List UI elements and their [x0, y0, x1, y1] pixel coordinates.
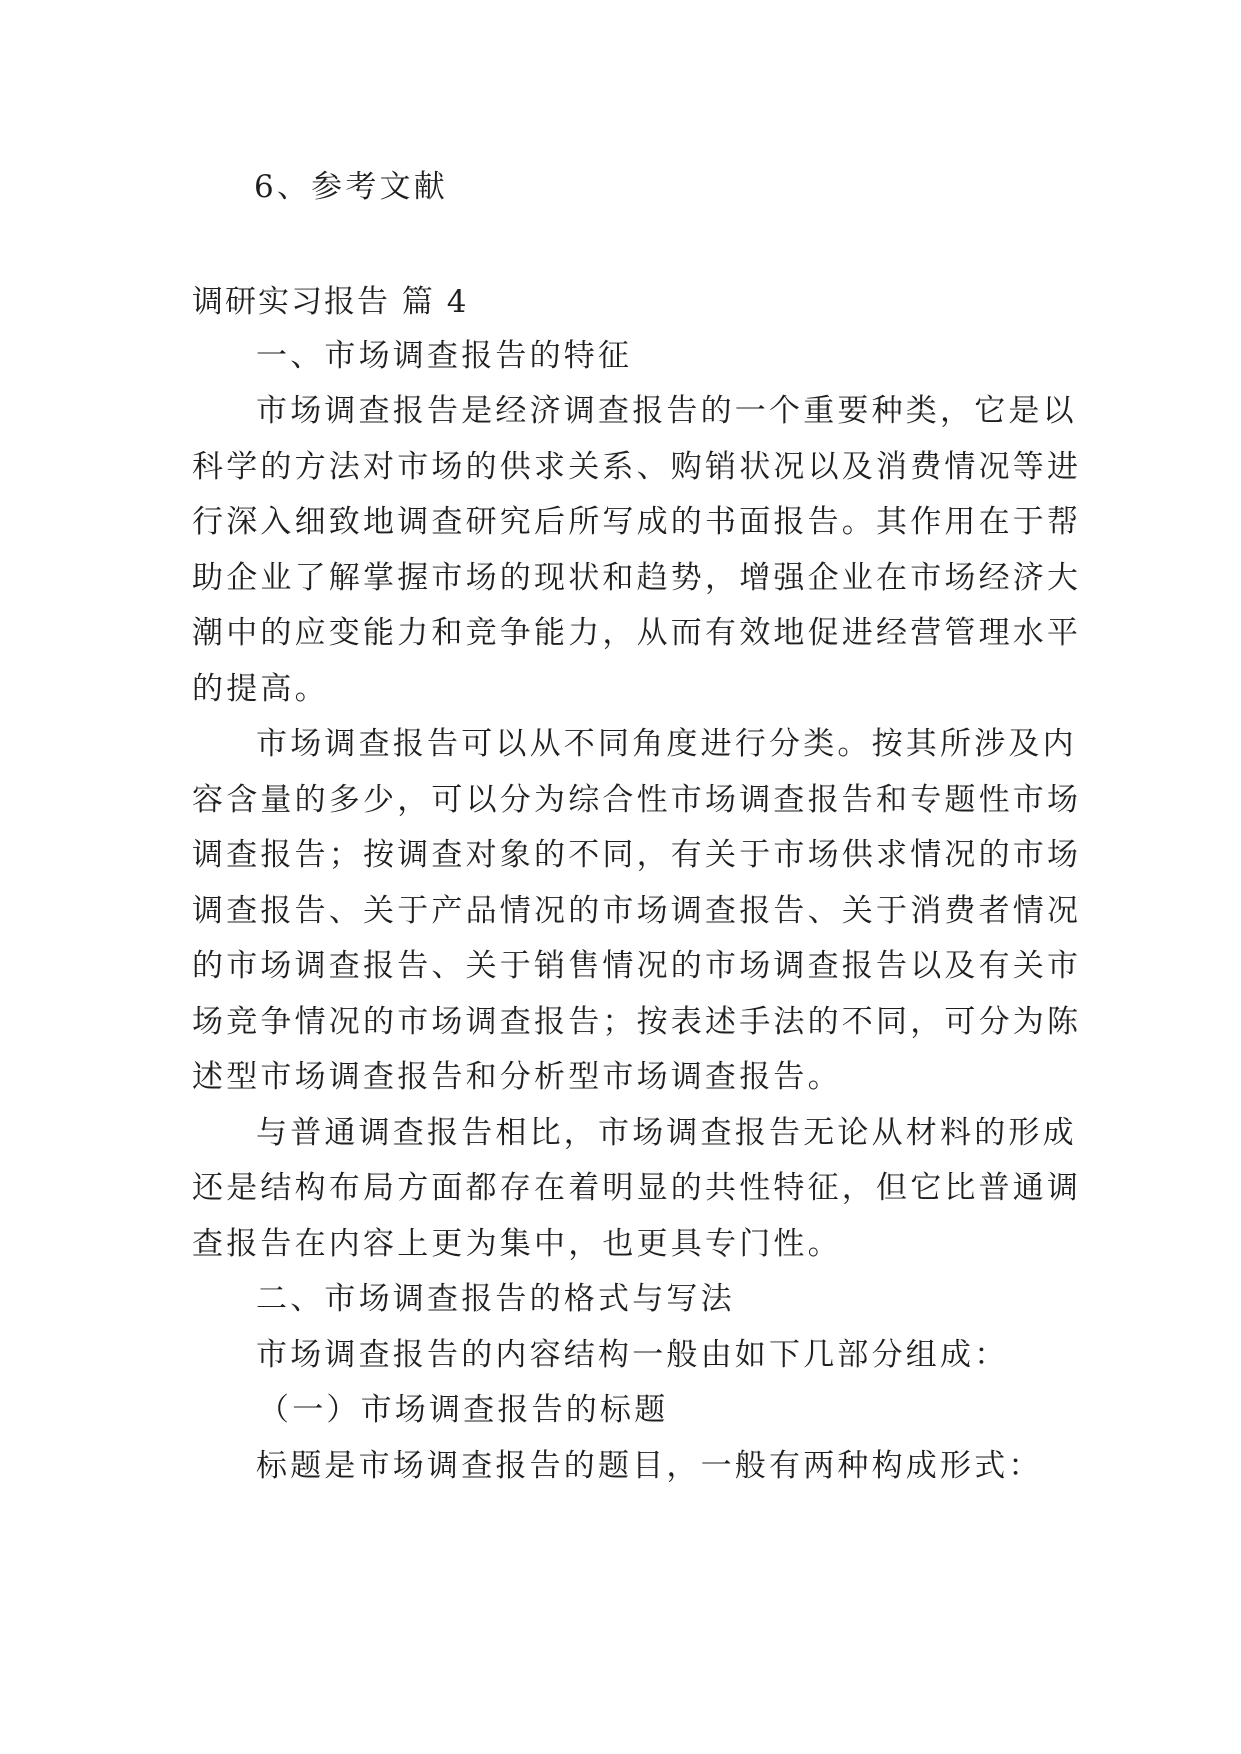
paragraph-line: 还是结构布局方面都存在着明显的共性特征，但它比普通调 [192, 1170, 1082, 1206]
paragraph-line: 标题是市场调查报告的题目，一般有两种构成形式： [256, 1448, 1043, 1484]
paragraph-line: 查报告在内容上更为集中，也更具专门性。 [192, 1226, 842, 1262]
section-heading: 二、市场调查报告的格式与写法 [256, 1281, 735, 1317]
reference-list-item: 6、参考文献 [254, 169, 448, 205]
paragraph-line: 述型市场调查报告和分析型市场调查报告。 [192, 1059, 842, 1095]
section-heading: 一、市场调查报告的特征 [256, 338, 633, 374]
paragraph-line: 潮中的应变能力和竞争能力，从而有效地促进经营管理水平 [192, 615, 1082, 651]
paragraph-line: 与普通调查报告相比，市场调查报告无论从材料的形成 [256, 1115, 1077, 1151]
subsection-heading: （一）市场调查报告的标题 [258, 1392, 669, 1428]
paragraph-line: 市场调查报告可以从不同角度进行分类。按其所涉及内 [256, 726, 1077, 762]
paragraph-line: 市场调查报告是经济调查报告的一个重要种类，它是以 [256, 393, 1077, 429]
paragraph-line: 场竞争情况的市场调查报告；按表述手法的不同，可分为陈 [192, 1004, 1082, 1040]
paragraph-line: 市场调查报告的内容结构一般由如下几部分组成： [256, 1337, 1009, 1373]
paragraph-line: 容含量的多少，可以分为综合性市场调查报告和专题性市场 [192, 782, 1082, 818]
paragraph-line: 助企业了解掌握市场的现状和趋势，增强企业在市场经济大 [192, 560, 1082, 596]
report-title: 调研实习报告 篇 4 [192, 284, 469, 320]
paragraph-line: 的市场调查报告、关于销售情况的市场调查报告以及有关市 [192, 948, 1082, 984]
paragraph-line: 的提高。 [192, 671, 329, 707]
paragraph-line: 调查报告；按调查对象的不同，有关于市场供求情况的市场 [192, 837, 1082, 873]
paragraph-line: 行深入细致地调查研究后所写成的书面报告。其作用在于帮 [192, 504, 1082, 540]
paragraph-line: 调查报告、关于产品情况的市场调查报告、关于消费者情况 [192, 893, 1082, 929]
paragraph-line: 科学的方法对市场的供求关系、购销状况以及消费情况等进 [192, 449, 1082, 485]
